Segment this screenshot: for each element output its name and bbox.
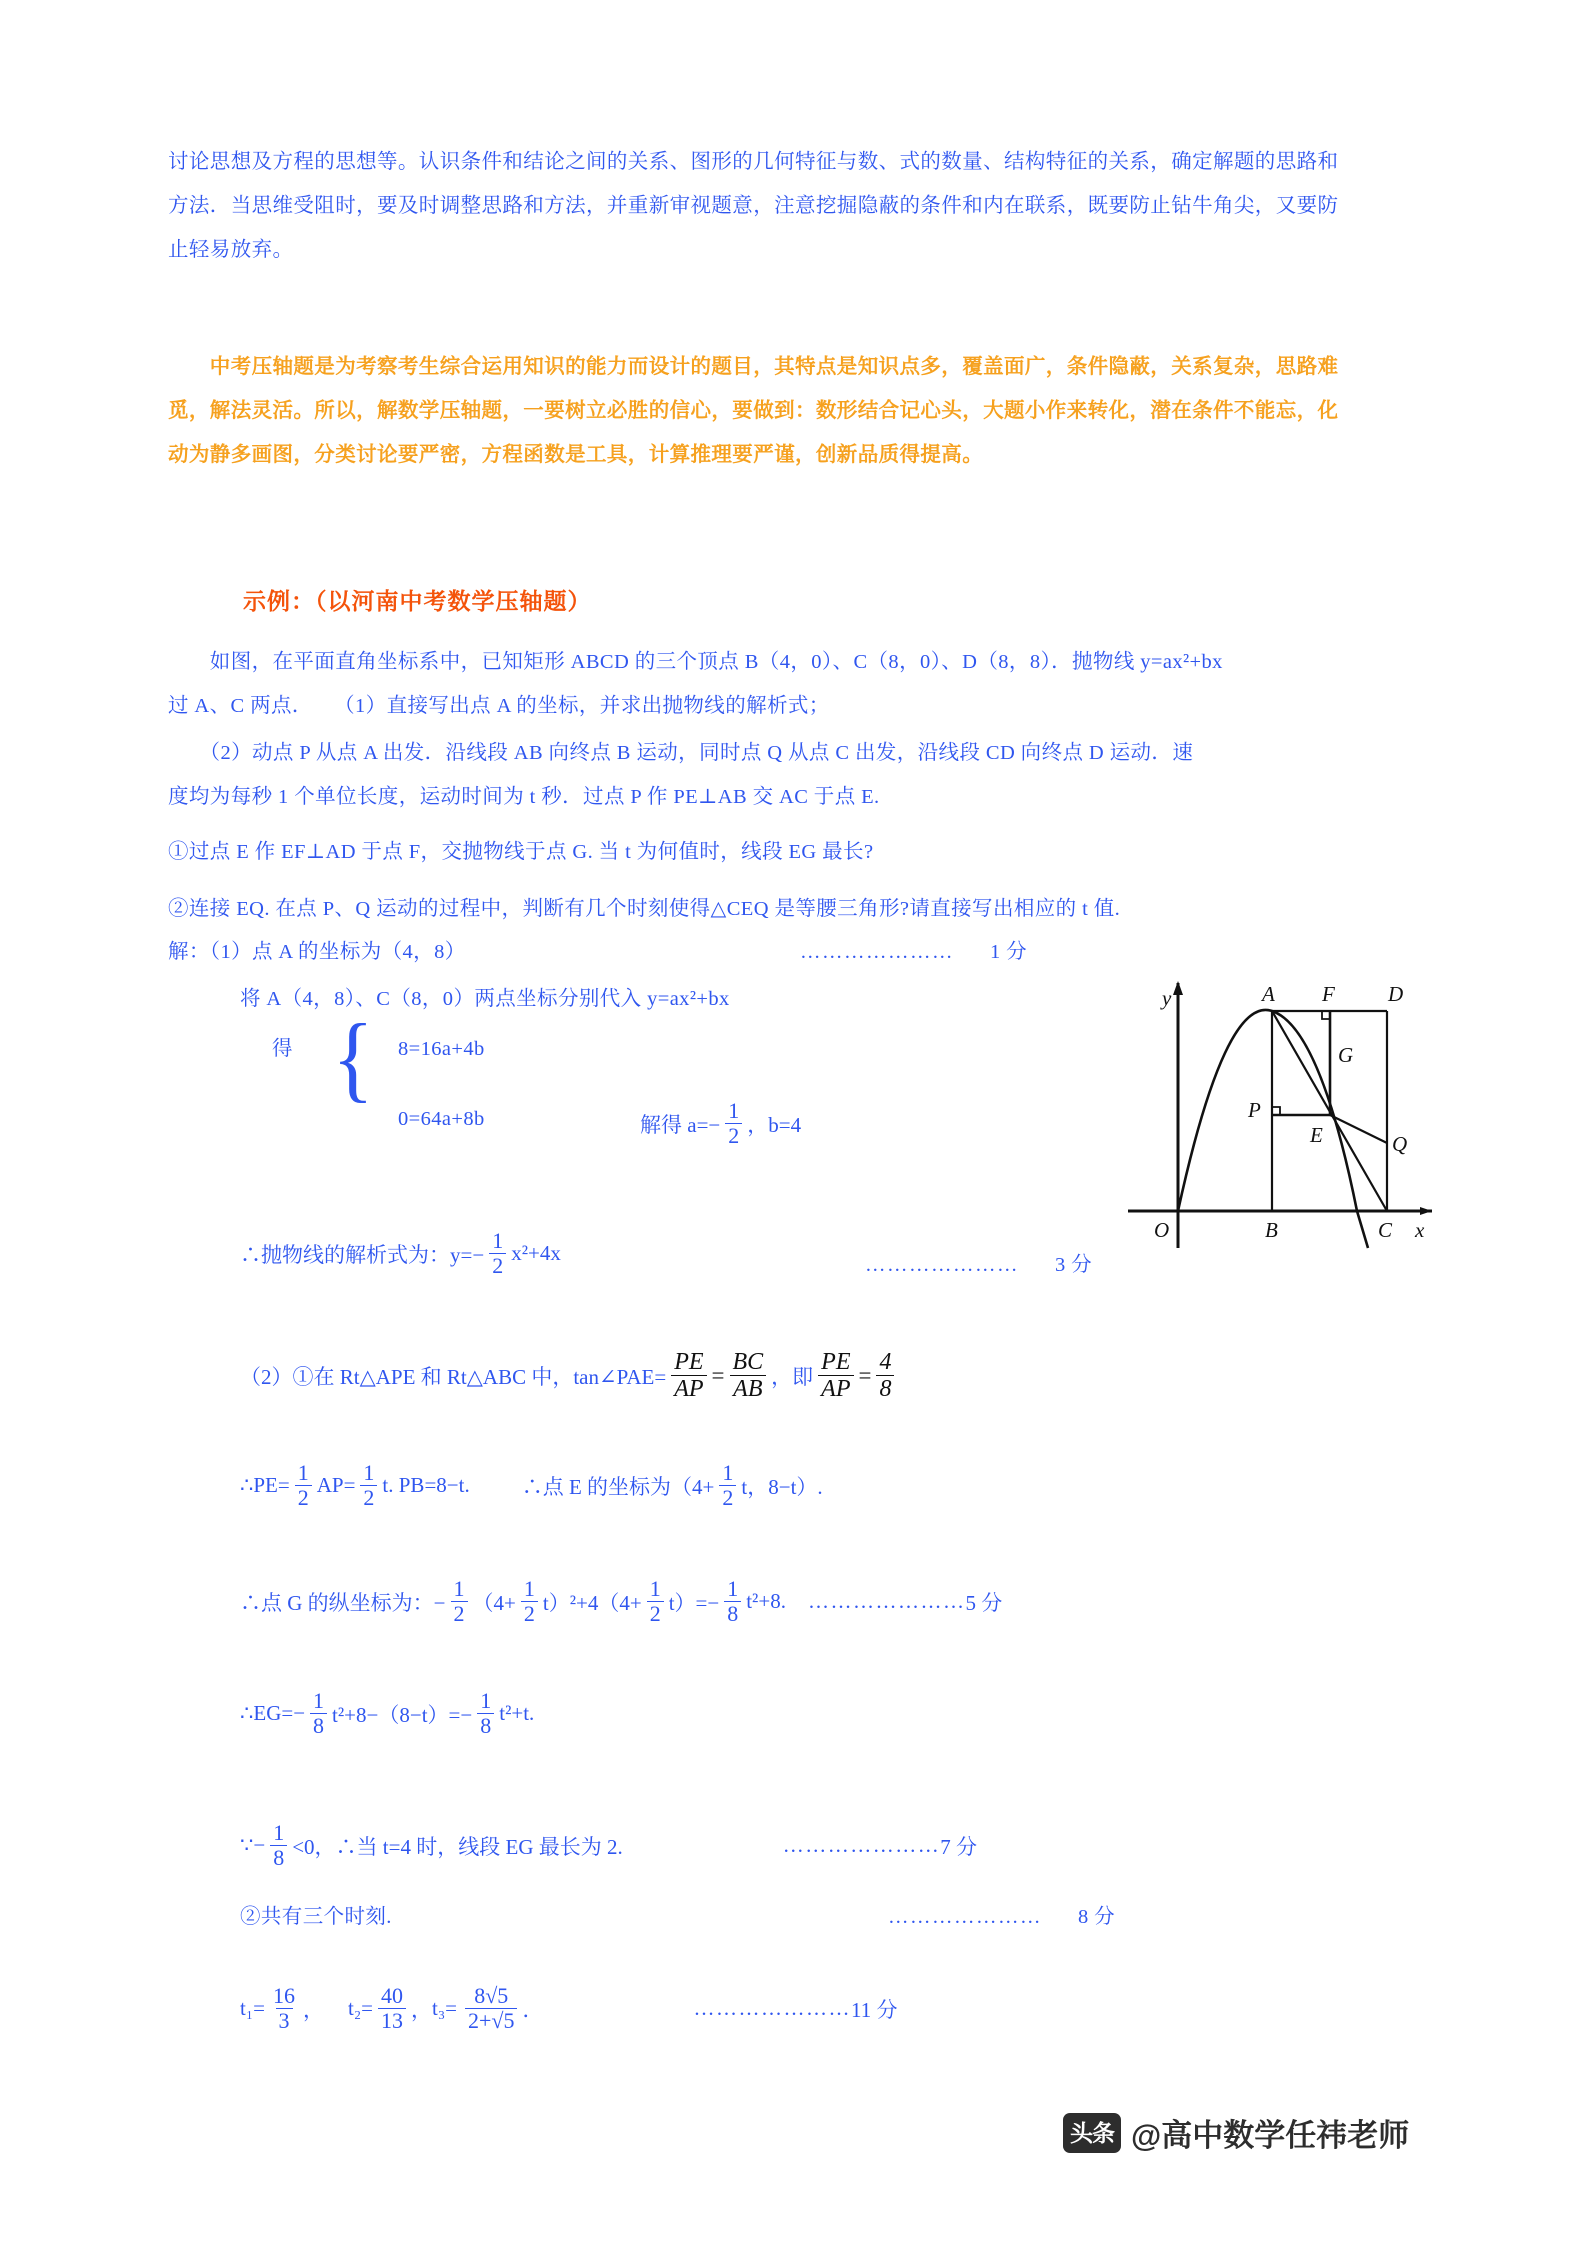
step6-f4-num: 1: [727, 1576, 739, 1601]
step10-t1-num: 16: [273, 1983, 295, 2008]
step10-fraction-t1: [270, 1985, 298, 2032]
problem-line-1: 如图，在平面直角坐标系中，已知矩形 ABCD 的三个顶点 B（4，0）、C（8，0）、D（8，8）．抛物线 y=ax²+bx: [168, 651, 1223, 673]
step6-dots: …………………: [807, 1589, 966, 1613]
step4-fraction-3: [818, 1350, 853, 1401]
step5-f1-den: 2: [295, 1485, 312, 1509]
step6-c: t）²+4（4+: [542, 1590, 642, 1615]
step10-t3-den: 2+√5: [465, 2008, 517, 2032]
step6-f4-den: 8: [724, 1601, 741, 1625]
step10-t1-den: 3: [276, 2008, 293, 2032]
step6-f3-num: 1: [649, 1576, 661, 1601]
step6-e: t²+8.: [746, 1589, 786, 1613]
step6-fraction-3: [647, 1578, 664, 1625]
problem-line-5: ①过点 E 作 EF⊥AD 于点 F，交抛物线于点 G. 当 t 为何值时，线段 EG 最长?: [168, 841, 874, 863]
step6-fraction-4: [724, 1578, 741, 1625]
y-axis-arrow: [1173, 981, 1183, 995]
label-B: B: [1265, 1218, 1278, 1242]
step10-comma-1: ，: [303, 1997, 324, 2022]
solution-step6: [240, 1578, 1002, 1625]
solve-fraction: [725, 1100, 742, 1147]
solution-step10: [240, 1985, 897, 2032]
label-F: F: [1322, 982, 1335, 1006]
step6-fraction-1: [451, 1578, 468, 1625]
step8-b: <0，∴当 t=4 时，线段 EG 最长为 2.: [292, 1834, 623, 1859]
step4-f2-num: BC: [732, 1349, 764, 1375]
problem-line-2: 过 A、C 两点． （1）直接写出点 A 的坐标，并求出抛物线的解析式；: [168, 695, 830, 717]
step7-c: t²+t.: [499, 1701, 535, 1725]
solution-step3-score: 3 分: [1055, 1254, 1093, 1276]
step10-t2-num: 40: [381, 1983, 403, 2008]
step4-f4-num: 4: [879, 1349, 892, 1375]
solution-step4: [240, 1350, 899, 1401]
solution-step5: [240, 1462, 823, 1509]
step10-t3-num: 8√5: [474, 1983, 509, 2008]
step6-f2-den: 2: [521, 1601, 538, 1625]
watermark-text: @高中数学任祎老师: [1131, 2118, 1410, 2153]
label-y-axis: y: [1162, 986, 1172, 1010]
solution-step3: [240, 1230, 561, 1277]
step7-f1-num: 1: [313, 1688, 325, 1713]
step5-f3-num: 1: [722, 1460, 734, 1485]
step4-equals-1: =: [711, 1362, 725, 1388]
step4-f1-num: PE: [674, 1349, 704, 1375]
step6-score: 5 分: [965, 1590, 1003, 1615]
step3-frac-numerator: 1: [492, 1228, 504, 1253]
figure-svg: [1110, 965, 1440, 1255]
step4-prefix: （2）①在 Rt△APE 和 Rt△ABC 中，tan∠PAE=: [240, 1364, 667, 1389]
step4-mid: ，即: [771, 1364, 814, 1389]
step8-f1-num: 1: [273, 1820, 285, 1845]
step6-d: t）=−: [668, 1590, 720, 1615]
step7-a: ∴EG=−: [240, 1701, 306, 1725]
step5-f1-num: 1: [297, 1460, 309, 1485]
step6-b: （4+: [472, 1590, 516, 1615]
label-O: O: [1154, 1218, 1170, 1242]
label-A: A: [1262, 982, 1275, 1006]
label-E: E: [1310, 1123, 1323, 1147]
solution-step7: [240, 1690, 534, 1737]
step5-fraction-2: [360, 1462, 377, 1509]
x-axis-arrow: [1420, 1207, 1432, 1215]
step10-fraction-t2: [378, 1985, 406, 2032]
step7-fraction-2: [477, 1690, 494, 1737]
section-title: 示例：（以河南中考数学压轴题）: [243, 589, 592, 614]
step6-f1-den: 2: [451, 1601, 468, 1625]
step6-f3-den: 2: [647, 1601, 664, 1625]
step7-f2-num: 1: [480, 1688, 492, 1713]
step3-tail: x²+4x: [511, 1241, 561, 1265]
solution-step1-dots: …………………: [800, 941, 954, 963]
solve-frac-numerator: 1: [728, 1098, 740, 1123]
step7-f1-den: 8: [310, 1713, 327, 1737]
solve-result: [640, 1100, 801, 1147]
problem-line-6: ②连接 EQ. 在点 P、Q 运动的过程中，判断有几个时刻使得△CEQ 是等腰三角形?请直接写出相应的 t 值.: [168, 898, 1121, 920]
step3-prefix: ∴抛物线的解析式为：y=−: [240, 1242, 485, 1267]
label-G: G: [1338, 1043, 1354, 1067]
problem-line-4: 度均为每秒 1 个单位长度，运动时间为 t 秒．过点 P 作 PE⊥AB 交 AC 于点 E.: [168, 786, 880, 808]
step4-f3-num: PE: [821, 1349, 851, 1375]
step10-t2-den: 13: [378, 2008, 406, 2032]
step6-a: ∴点 G 的纵坐标为：−: [240, 1590, 446, 1615]
solution-step9: ②共有三个时刻.: [240, 1906, 392, 1928]
step4-fraction-1: [671, 1350, 706, 1401]
step5-a: ∴PE=: [240, 1473, 290, 1497]
step4-f2-den: AB: [730, 1375, 765, 1401]
step6-f2-num: 1: [523, 1576, 535, 1601]
solution-step9-dots: …………………: [888, 1906, 1042, 1928]
step5-d: ∴点 E 的坐标为（4+: [521, 1474, 715, 1499]
step5-f2-num: 1: [363, 1460, 375, 1485]
step8-a: ∵−: [240, 1833, 266, 1857]
step4-fraction-2: [730, 1350, 767, 1401]
step8-dots: …………………: [782, 1833, 941, 1857]
step10-t3-label: t₃=: [432, 1996, 457, 2020]
orange-paragraph: 中考压轴题是为考察考生综合运用知识的能力而设计的题目，其特点是知识点多，覆盖面广，条件隐蔽，关系复杂，思路难觅，解法灵活。所以，解数学压轴题，一要树立必胜的信心，要做到：数形结合记心头，大题小作来转化，潜在条件不能忘，化动为静多画图，分类讨论要严密，方程函数是工具，计算推理要严谨，创新品质得提高。: [168, 356, 1339, 466]
equation-bottom: 0=64a+8b: [398, 1108, 485, 1130]
step8-f1-den: 8: [270, 1845, 287, 1869]
step4-f3-den: AP: [818, 1375, 853, 1401]
step4-f4-den: 8: [876, 1375, 894, 1401]
equation-top: 8=16a+4b: [398, 1038, 485, 1060]
solution-de-label: 得: [272, 1038, 293, 1060]
label-x-axis: x: [1415, 1218, 1425, 1242]
step10-comma-2: ，: [411, 1997, 432, 2022]
step5-fraction-1: [295, 1462, 312, 1509]
step5-fraction-3: [719, 1462, 736, 1509]
step6-fraction-2: [521, 1578, 538, 1625]
step4-fraction-4: [876, 1350, 894, 1401]
solution-step1-score: 1 分: [990, 941, 1028, 963]
step5-f2-den: 2: [360, 1485, 377, 1509]
label-C: C: [1378, 1218, 1393, 1242]
label-D: D: [1388, 982, 1404, 1006]
step10-t1-label: t₁=: [240, 1996, 265, 2020]
step5-f3-den: 2: [719, 1485, 736, 1509]
watermark: [1063, 2110, 1409, 2155]
step5-e: t，8−t）.: [741, 1474, 823, 1499]
system-brace: {: [332, 1004, 374, 1111]
solve-frac-denominator: 2: [725, 1123, 742, 1147]
step5-b: AP=: [316, 1473, 356, 1497]
step10-fraction-t3: [465, 1985, 517, 2032]
solution-step2: 将 A（4，8）、C（8，0）两点坐标分别代入 y=ax²+bx: [240, 988, 730, 1010]
intro-paragraph: 讨论思想及方程的思想等。认识条件和结论之间的关系、图形的几何特征与数、式的数量、结构特征的关系，确定解题的思路和方法．当思维受阻时，要及时调整思路和方法，并重新审视题意，注意挖掘隐蔽的条件和内在联系，既要防止钻牛角尖，又要防止轻易放弃。: [168, 151, 1339, 261]
step10-dots: …………………: [693, 1996, 851, 2020]
step5-c: t. PB=8−t.: [382, 1473, 470, 1497]
step10-t2-label: t₂=: [348, 1996, 373, 2020]
solve-tail: ，b=4: [747, 1112, 802, 1137]
step7-fraction-1: [310, 1690, 327, 1737]
solution-step9-score: 8 分: [1078, 1906, 1116, 1928]
step8-fraction-1: [270, 1822, 287, 1869]
step10-period: ．: [522, 1997, 544, 2022]
step10-score: 11 分: [850, 1997, 898, 2022]
solution-step8: [240, 1822, 977, 1869]
step3-frac-denominator: 2: [489, 1253, 506, 1277]
label-Q: Q: [1392, 1132, 1408, 1156]
solution-step3-dots: …………………: [865, 1254, 1019, 1276]
solution-step1: 解：（1）点 A 的坐标为（4，8）: [168, 941, 466, 963]
step4-f1-den: AP: [671, 1375, 706, 1401]
toutiao-logo-icon: 头条: [1063, 2113, 1121, 2153]
step7-b: t²+8−（8−t）=−: [332, 1702, 473, 1727]
problem-line-3: （2）动点 P 从点 A 出发．沿线段 AB 向终点 B 运动，同时点 Q 从点 C 出发，沿线段 CD 向终点 D 运动．速: [168, 742, 1194, 764]
parabola-rectangle-figure: [1110, 965, 1440, 1255]
solve-label: 解得 a=−: [640, 1112, 721, 1137]
label-P: P: [1248, 1098, 1261, 1122]
step6-f1-num: 1: [453, 1576, 465, 1601]
step7-f2-den: 8: [477, 1713, 494, 1737]
step8-score: 7 分: [940, 1834, 977, 1859]
step3-fraction: [489, 1230, 506, 1277]
step4-equals-2: =: [858, 1362, 872, 1388]
